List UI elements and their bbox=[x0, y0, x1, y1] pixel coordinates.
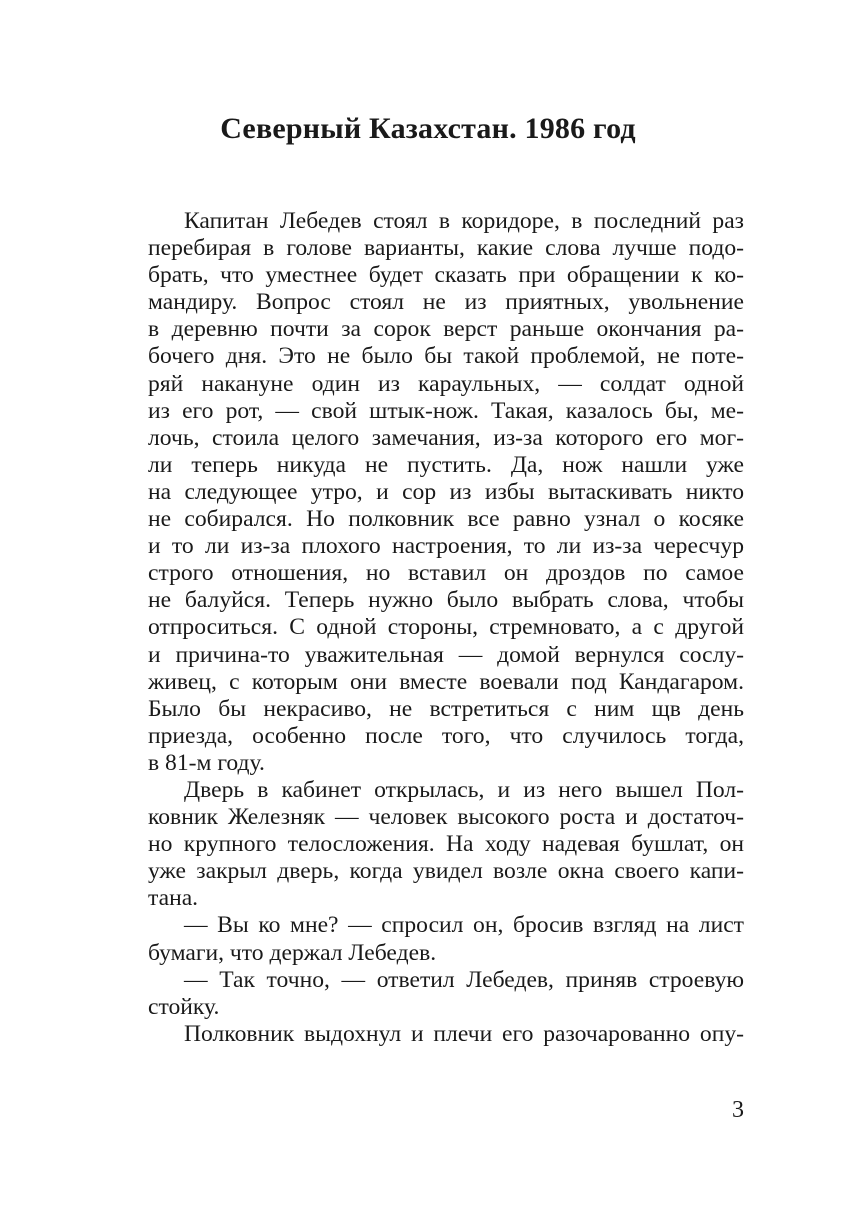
chapter-title: Северный Казахстан. 1986 год bbox=[220, 112, 636, 145]
text-line: строго отношения, но вставил он дроздов по самое bbox=[148, 560, 744, 587]
text-line: и причина-то уважительная — домой вернулся сослу- bbox=[148, 641, 744, 668]
text-line: брать, что уместнее будет сказать при обращении к ко- bbox=[148, 262, 744, 289]
text-line: Полковник выдохнул и плечи его разочарованно опу- bbox=[184, 1020, 744, 1047]
body-text bbox=[148, 208, 744, 1048]
text-line: в 81-м году. bbox=[148, 749, 265, 776]
text-line: Капитан Лебедев стоял в коридоре, в последний раз bbox=[184, 208, 744, 234]
paragraph bbox=[148, 1021, 744, 1048]
text-line: бочего дня. Это не было бы такой проблемой, не поте- bbox=[148, 343, 744, 370]
text-line: стойку. bbox=[148, 993, 220, 1020]
text-line: ли теперь никуда не пустить. Да, нож нашли уже bbox=[148, 451, 744, 478]
paragraph bbox=[148, 208, 744, 777]
paragraph bbox=[148, 967, 744, 1021]
text-line: мандиру. Вопрос стоял не из приятных, увольнение bbox=[148, 289, 744, 316]
text-line: на следующее утро, и сор из избы вытаскивать никто bbox=[148, 478, 744, 505]
text-line: — Вы ко мне? — спросил он, бросив взгляд на лист bbox=[184, 912, 744, 939]
text-line: уже закрыл дверь, когда увидел возле окна своего капи- bbox=[148, 858, 744, 885]
text-line: бумаги, что держал Лебедев. bbox=[148, 939, 437, 966]
text-line: живец, с которым они вместе воевали под Кандагаром. bbox=[148, 668, 744, 695]
text-line: тана. bbox=[148, 885, 199, 912]
paragraph bbox=[148, 912, 744, 966]
text-line: — Так точно, — ответил Лебедев, приняв строевую bbox=[184, 966, 744, 993]
text-line: приезда, особенно после того, что случилось тогда, bbox=[148, 722, 744, 749]
text-line: не балуйся. Теперь нужно было выбрать слова, чтобы bbox=[148, 587, 744, 614]
text-line: ковник Железняк — человек высокого роста и достаточ- bbox=[148, 804, 744, 831]
text-line: отпроситься. С одной стороны, стремновато, а с другой bbox=[148, 614, 744, 641]
text-line: и то ли из-за плохого настроения, то ли из-за чересчур bbox=[148, 533, 744, 560]
text-line: Было бы некрасиво, не встретиться с ним щв день bbox=[148, 695, 744, 722]
page-number: 3 bbox=[732, 1097, 744, 1123]
text-line: Дверь в кабинет открылась, и из него вышел Пол- bbox=[184, 776, 744, 803]
text-line: лочь, стоила целого замечания, из-за которого его мог- bbox=[148, 424, 744, 451]
text-line: не собирался. Но полковник все равно узнал о косяке bbox=[148, 506, 744, 533]
text-line: перебирая в голове варианты, какие слова лучше подо- bbox=[148, 235, 744, 262]
paragraph bbox=[148, 777, 744, 912]
text-line: из его рот, — свой штык-нож. Такая, казалось бы, ме- bbox=[148, 397, 744, 424]
text-line: но крупного телосложения. На ходу надевая бушлат, он bbox=[148, 831, 744, 858]
text-line: ряй накануне один из караульных, — солдат одной bbox=[148, 370, 744, 397]
text-line: в деревню почти за сорок верст раньше окончания ра- bbox=[148, 316, 744, 343]
